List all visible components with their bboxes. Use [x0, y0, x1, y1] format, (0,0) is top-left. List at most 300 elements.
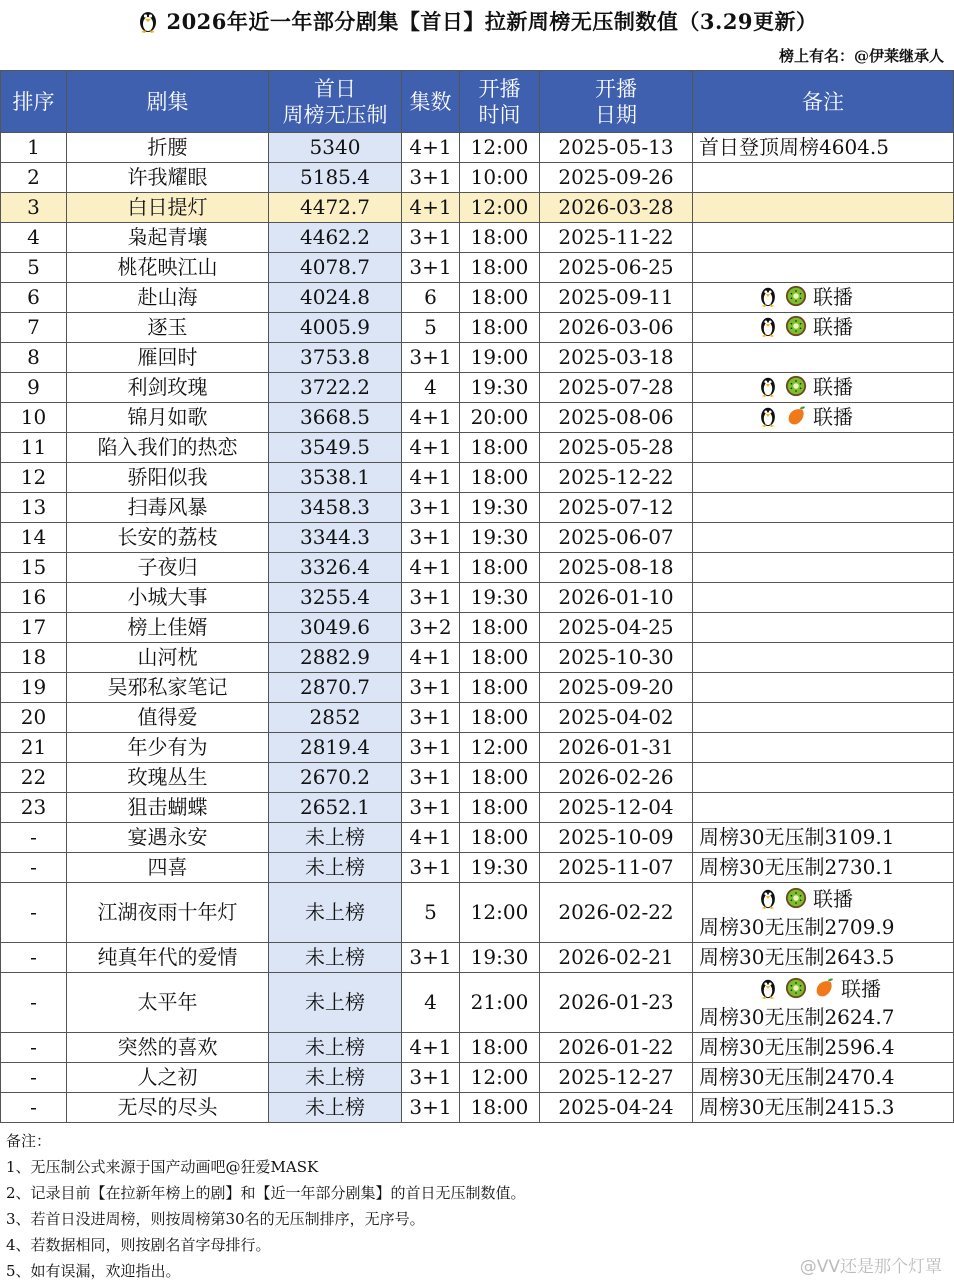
date-cell: 2025-04-24 [540, 1093, 693, 1123]
note-cell [693, 883, 954, 943]
episodes-cell: 3+1 [402, 853, 460, 883]
table-row [1, 823, 954, 853]
time-cell: 20:00 [460, 403, 540, 433]
table-row [1, 703, 954, 733]
drama-cell: 锦月如歌 [67, 403, 269, 433]
note-cell [693, 703, 954, 733]
date-cell: 2025-12-27 [540, 1063, 693, 1093]
value-cell: 未上榜 [269, 1063, 402, 1093]
value-cell: 未上榜 [269, 853, 402, 883]
value-cell: 3344.3 [269, 523, 402, 553]
table-row [1, 493, 954, 523]
table-row [1, 883, 954, 943]
value-cell: 3538.1 [269, 463, 402, 493]
table-row [1, 193, 954, 223]
note-cell [693, 613, 954, 643]
time-cell: 19:30 [460, 583, 540, 613]
broadcast-tag: 联播 [813, 405, 853, 429]
ranking-table [0, 70, 954, 1123]
time-cell: 19:30 [460, 373, 540, 403]
time-cell: 18:00 [460, 703, 540, 733]
value-cell: 3753.8 [269, 343, 402, 373]
date-cell: 2025-09-26 [540, 163, 693, 193]
value-cell: 2652.1 [269, 793, 402, 823]
value-cell: 3549.5 [269, 433, 402, 463]
value-cell: 4462.2 [269, 223, 402, 253]
date-cell: 2025-07-12 [540, 493, 693, 523]
rank-cell: - [1, 943, 67, 973]
time-cell: 18:00 [460, 313, 540, 343]
note-cell [693, 193, 954, 223]
drama-cell: 枭起青壤 [67, 223, 269, 253]
broadcast-platforms [699, 313, 853, 342]
time-cell: 19:30 [460, 523, 540, 553]
episodes-cell: 4+1 [402, 403, 460, 433]
episodes-cell: 3+1 [402, 733, 460, 763]
kiwi-icon [785, 977, 807, 999]
value-cell: 未上榜 [269, 1093, 402, 1123]
episodes-cell: 4+1 [402, 643, 460, 673]
table-row [1, 403, 954, 433]
rank-cell: 14 [1, 523, 67, 553]
note-cell [693, 553, 954, 583]
rank-cell: 21 [1, 733, 67, 763]
episodes-cell: 3+1 [402, 493, 460, 523]
episodes-cell: 3+1 [402, 583, 460, 613]
date-cell: 2025-06-07 [540, 523, 693, 553]
date-cell: 2025-05-13 [540, 133, 693, 163]
table-row [1, 973, 954, 1033]
subtitle: 榜上有名：@伊莱继承人 [778, 47, 944, 65]
header-value: 首日 周榜无压制 [269, 71, 402, 133]
table-row [1, 733, 954, 763]
rank-cell: - [1, 1033, 67, 1063]
drama-cell: 纯真年代的爱情 [67, 943, 269, 973]
note-cell [693, 133, 954, 163]
note-cell [693, 793, 954, 823]
note-cell [693, 853, 954, 883]
table-row [1, 463, 954, 493]
drama-cell: 许我耀眼 [67, 163, 269, 193]
episodes-cell: 3+1 [402, 703, 460, 733]
episodes-cell: 4+1 [402, 823, 460, 853]
note-cell [693, 493, 954, 523]
date-cell: 2026-03-06 [540, 313, 693, 343]
value-cell: 3668.5 [269, 403, 402, 433]
table-row [1, 1093, 954, 1123]
note-cell [693, 583, 954, 613]
note-cell [693, 463, 954, 493]
value-cell: 2670.2 [269, 763, 402, 793]
table-row [1, 433, 954, 463]
table-row [1, 253, 954, 283]
kiwi-icon [785, 285, 807, 307]
note-text: 周榜30无压制2624.7 [699, 1004, 895, 1029]
drama-cell: 逐玉 [67, 313, 269, 343]
note-text: 周榜30无压制3109.1 [699, 825, 895, 849]
table-row [1, 133, 954, 163]
broadcast-platforms [699, 885, 853, 913]
time-cell: 19:00 [460, 343, 540, 373]
note-cell [693, 343, 954, 373]
broadcast-tag: 联播 [813, 285, 853, 309]
episodes-cell: 4+1 [402, 553, 460, 583]
rank-cell: - [1, 853, 67, 883]
broadcast-platforms [699, 975, 881, 1003]
episodes-cell: 3+1 [402, 253, 460, 283]
date-cell: 2025-11-07 [540, 853, 693, 883]
value-cell: 2852 [269, 703, 402, 733]
note-cell [693, 1093, 954, 1123]
time-cell: 18:00 [460, 613, 540, 643]
time-cell: 18:00 [460, 1033, 540, 1063]
rank-cell: - [1, 1063, 67, 1093]
note-cell [693, 433, 954, 463]
rank-cell: 18 [1, 643, 67, 673]
value-cell: 4472.7 [269, 193, 402, 223]
note-text: 周榜30无压制2415.3 [699, 1095, 895, 1119]
kiwi-icon [785, 315, 807, 337]
episodes-cell: 4 [402, 973, 460, 1033]
mango-icon [785, 405, 807, 427]
drama-cell: 年少有为 [67, 733, 269, 763]
value-cell: 3326.4 [269, 553, 402, 583]
table-row [1, 643, 954, 673]
value-cell: 3458.3 [269, 493, 402, 523]
episodes-cell: 3+1 [402, 343, 460, 373]
rank-cell: - [1, 1093, 67, 1123]
episodes-cell: 4+1 [402, 463, 460, 493]
note-cell [693, 673, 954, 703]
table-row [1, 1063, 954, 1093]
footer-line: 3、若首日没进周榜，则按周榜第30名的无压制排序，无序号。 [6, 1210, 425, 1228]
date-cell: 2025-11-22 [540, 223, 693, 253]
date-cell: 2026-02-26 [540, 763, 693, 793]
drama-cell: 长安的荔枝 [67, 523, 269, 553]
table-row [1, 373, 954, 403]
note-text: 周榜30无压制2470.4 [699, 1065, 895, 1089]
table-header-row [1, 71, 954, 133]
rank-cell: - [1, 823, 67, 853]
date-cell: 2026-03-28 [540, 193, 693, 223]
note-cell [693, 253, 954, 283]
episodes-cell: 3+1 [402, 1093, 460, 1123]
penguin-icon [757, 375, 779, 397]
rank-cell: 13 [1, 493, 67, 523]
drama-cell: 扫毒风暴 [67, 493, 269, 523]
note-cell [693, 1063, 954, 1093]
value-cell: 未上榜 [269, 1033, 402, 1063]
rank-cell: 12 [1, 463, 67, 493]
date-cell: 2025-12-04 [540, 793, 693, 823]
time-cell: 18:00 [460, 793, 540, 823]
penguin-icon [757, 405, 779, 427]
time-cell: 18:00 [460, 823, 540, 853]
drama-cell: 赴山海 [67, 283, 269, 313]
date-cell: 2025-08-18 [540, 553, 693, 583]
episodes-cell: 3+1 [402, 1063, 460, 1093]
value-cell: 未上榜 [269, 943, 402, 973]
rank-cell: 7 [1, 313, 67, 343]
rank-cell: - [1, 973, 67, 1033]
date-cell: 2025-08-06 [540, 403, 693, 433]
value-cell: 2819.4 [269, 733, 402, 763]
rank-cell: 20 [1, 703, 67, 733]
penguin-icon [757, 887, 779, 909]
episodes-cell: 3+2 [402, 613, 460, 643]
drama-cell: 狙击蝴蝶 [67, 793, 269, 823]
watermark: @VV还是那个灯罩 [799, 1257, 942, 1277]
rank-cell: 15 [1, 553, 67, 583]
header-note: 备注 [693, 71, 954, 133]
drama-cell: 折腰 [67, 133, 269, 163]
drama-cell: 宴遇永安 [67, 823, 269, 853]
note-cell [693, 943, 954, 973]
rank-cell: 2 [1, 163, 67, 193]
value-cell: 3255.4 [269, 583, 402, 613]
penguin-icon [757, 315, 779, 337]
note-cell [693, 373, 954, 403]
table-row [1, 223, 954, 253]
date-cell: 2025-04-25 [540, 613, 693, 643]
time-cell: 19:30 [460, 943, 540, 973]
note-cell [693, 283, 954, 313]
header-time: 开播 时间 [460, 71, 540, 133]
footer-line: 4、若数据相同，则按剧名首字母排行。 [6, 1236, 271, 1254]
date-cell: 2025-04-02 [540, 703, 693, 733]
episodes-cell: 3+1 [402, 793, 460, 823]
episodes-cell: 6 [402, 283, 460, 313]
rank-cell: - [1, 883, 67, 943]
kiwi-icon [785, 887, 807, 909]
value-cell: 4024.8 [269, 283, 402, 313]
episodes-cell: 3+1 [402, 673, 460, 703]
broadcast-tag: 联播 [813, 886, 853, 911]
drama-cell: 骄阳似我 [67, 463, 269, 493]
date-cell: 2026-01-31 [540, 733, 693, 763]
mango-icon [813, 977, 835, 999]
table-row [1, 523, 954, 553]
drama-cell: 榜上佳婿 [67, 613, 269, 643]
episodes-cell: 5 [402, 313, 460, 343]
footer-line: 2、记录目前【在拉新年榜上的剧】和【近一年部分剧集】的首日无压制数值。 [6, 1184, 526, 1202]
broadcast-tag: 联播 [813, 315, 853, 339]
time-cell: 18:00 [460, 1093, 540, 1123]
note-cell [693, 403, 954, 433]
table-row [1, 763, 954, 793]
page-title: 2026年近一年部分剧集【首日】拉新周榜无压制数值（3.29更新） [0, 0, 954, 42]
rank-cell: 16 [1, 583, 67, 613]
time-cell: 19:30 [460, 853, 540, 883]
value-cell: 2870.7 [269, 673, 402, 703]
rank-cell: 22 [1, 763, 67, 793]
header-date: 开播 日期 [540, 71, 693, 133]
drama-cell: 突然的喜欢 [67, 1033, 269, 1063]
episodes-cell: 3+1 [402, 523, 460, 553]
penguin-icon [136, 8, 160, 34]
drama-cell: 吴邪私家笔记 [67, 673, 269, 703]
rank-cell: 10 [1, 403, 67, 433]
date-cell: 2026-01-22 [540, 1033, 693, 1063]
table-row [1, 613, 954, 643]
rank-cell: 4 [1, 223, 67, 253]
drama-cell: 桃花映江山 [67, 253, 269, 283]
episodes-cell: 4+1 [402, 1033, 460, 1063]
note-cell [693, 763, 954, 793]
value-cell: 5340 [269, 133, 402, 163]
table-row [1, 673, 954, 703]
episodes-cell: 4+1 [402, 433, 460, 463]
episodes-cell: 3+1 [402, 163, 460, 193]
episodes-cell: 5 [402, 883, 460, 943]
date-cell: 2025-09-20 [540, 673, 693, 703]
time-cell: 12:00 [460, 883, 540, 943]
penguin-icon [757, 977, 779, 999]
note-text: 周榜30无压制2643.5 [699, 945, 895, 969]
value-cell: 5185.4 [269, 163, 402, 193]
time-cell: 18:00 [460, 763, 540, 793]
drama-cell: 陷入我们的热恋 [67, 433, 269, 463]
table-row [1, 343, 954, 373]
drama-cell: 人之初 [67, 1063, 269, 1093]
header-drama: 剧集 [67, 71, 269, 133]
drama-cell: 子夜归 [67, 553, 269, 583]
broadcast-platforms [699, 403, 853, 432]
date-cell: 2026-01-10 [540, 583, 693, 613]
episodes-cell: 3+1 [402, 763, 460, 793]
table-row [1, 583, 954, 613]
note-cell [693, 223, 954, 253]
time-cell: 12:00 [460, 193, 540, 223]
time-cell: 12:00 [460, 133, 540, 163]
date-cell: 2026-01-23 [540, 973, 693, 1033]
note-text: 周榜30无压制2730.1 [699, 855, 895, 879]
date-cell: 2026-02-21 [540, 943, 693, 973]
date-cell: 2025-12-22 [540, 463, 693, 493]
footer-heading: 备注： [6, 1132, 52, 1150]
footer-line: 1、无压制公式来源于国产动画吧@狂爱MASK [6, 1158, 319, 1176]
note-cell [693, 313, 954, 343]
note-cell [693, 973, 954, 1033]
note-cell [693, 643, 954, 673]
drama-cell: 太平年 [67, 973, 269, 1033]
drama-cell: 值得爱 [67, 703, 269, 733]
value-cell: 3049.6 [269, 613, 402, 643]
episodes-cell: 3+1 [402, 943, 460, 973]
time-cell: 12:00 [460, 733, 540, 763]
time-cell: 10:00 [460, 163, 540, 193]
note-cell [693, 733, 954, 763]
table-row [1, 163, 954, 193]
drama-cell: 白日提灯 [67, 193, 269, 223]
episodes-cell: 3+1 [402, 223, 460, 253]
footer-line: 5、如有误漏，欢迎指出。 [6, 1262, 181, 1280]
date-cell: 2025-05-28 [540, 433, 693, 463]
time-cell: 18:00 [460, 253, 540, 283]
time-cell: 19:30 [460, 493, 540, 523]
rank-cell: 6 [1, 283, 67, 313]
drama-cell: 雁回时 [67, 343, 269, 373]
penguin-icon [757, 285, 779, 307]
note-text: 周榜30无压制2596.4 [699, 1035, 895, 1059]
date-cell: 2025-03-18 [540, 343, 693, 373]
rank-cell: 1 [1, 133, 67, 163]
rank-cell: 8 [1, 343, 67, 373]
value-cell: 3722.2 [269, 373, 402, 403]
drama-cell: 小城大事 [67, 583, 269, 613]
header-rank: 排序 [1, 71, 67, 133]
drama-cell: 江湖夜雨十年灯 [67, 883, 269, 943]
footer-notes [6, 1128, 526, 1284]
date-cell: 2025-10-30 [540, 643, 693, 673]
broadcast-platforms [699, 373, 853, 402]
table-row [1, 853, 954, 883]
rank-cell: 5 [1, 253, 67, 283]
date-cell: 2026-02-22 [540, 883, 693, 943]
kiwi-icon [785, 375, 807, 397]
drama-cell: 玫瑰丛生 [67, 763, 269, 793]
time-cell: 18:00 [460, 553, 540, 583]
time-cell: 12:00 [460, 1063, 540, 1093]
drama-cell: 利剑玫瑰 [67, 373, 269, 403]
table-row [1, 943, 954, 973]
time-cell: 18:00 [460, 433, 540, 463]
episodes-cell: 4 [402, 373, 460, 403]
value-cell: 4005.9 [269, 313, 402, 343]
time-cell: 21:00 [460, 973, 540, 1033]
time-cell: 18:00 [460, 283, 540, 313]
value-cell: 4078.7 [269, 253, 402, 283]
broadcast-tag: 联播 [813, 375, 853, 399]
table-row [1, 283, 954, 313]
note-cell [693, 823, 954, 853]
episodes-cell: 4+1 [402, 133, 460, 163]
rank-cell: 19 [1, 673, 67, 703]
date-cell: 2025-07-28 [540, 373, 693, 403]
rank-cell: 3 [1, 193, 67, 223]
broadcast-platforms [699, 283, 853, 312]
episodes-cell: 4+1 [402, 193, 460, 223]
note-text: 周榜30无压制2709.9 [699, 914, 895, 939]
drama-cell: 山河枕 [67, 643, 269, 673]
date-cell: 2025-06-25 [540, 253, 693, 283]
note-text: 首日登顶周榜4604.5 [699, 135, 889, 159]
date-cell: 2025-09-11 [540, 283, 693, 313]
drama-cell: 四喜 [67, 853, 269, 883]
note-cell [693, 163, 954, 193]
date-cell: 2025-10-09 [540, 823, 693, 853]
value-cell: 2882.9 [269, 643, 402, 673]
time-cell: 18:00 [460, 223, 540, 253]
value-cell: 未上榜 [269, 883, 402, 943]
time-cell: 18:00 [460, 643, 540, 673]
table-row [1, 1033, 954, 1063]
table-row [1, 553, 954, 583]
time-cell: 18:00 [460, 463, 540, 493]
rank-cell: 11 [1, 433, 67, 463]
table-row [1, 313, 954, 343]
note-cell [693, 1033, 954, 1063]
time-cell: 18:00 [460, 673, 540, 703]
value-cell: 未上榜 [269, 973, 402, 1033]
value-cell: 未上榜 [269, 823, 402, 853]
table-body [1, 133, 954, 1123]
table-row [1, 793, 954, 823]
drama-cell: 无尽的尽头 [67, 1093, 269, 1123]
rank-cell: 9 [1, 373, 67, 403]
header-episodes: 集数 [402, 71, 460, 133]
broadcast-tag: 联播 [841, 976, 881, 1001]
